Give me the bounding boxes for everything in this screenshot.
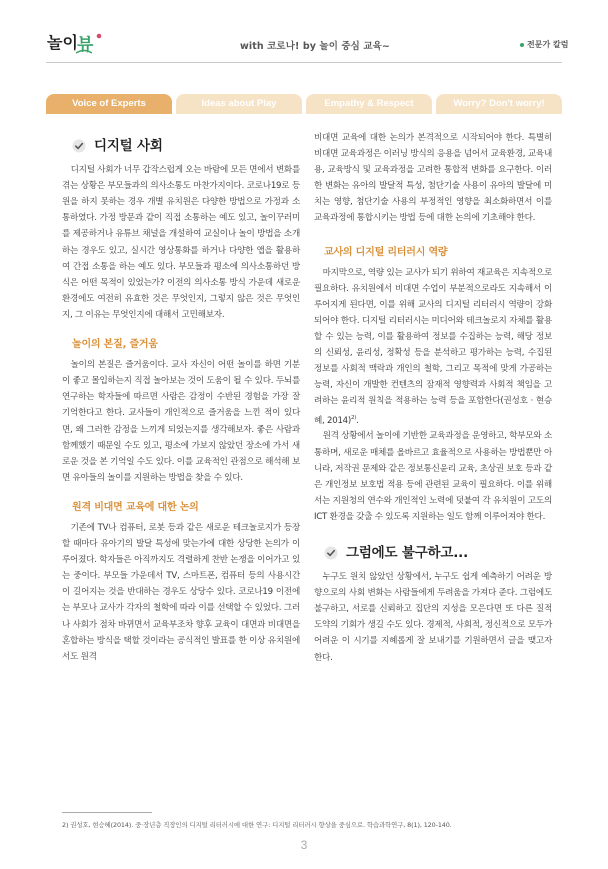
paragraph-play-essence: 놀이의 본질은 즐거움이다. 교사 자신이 어떤 놀이를 하면 기분이 좋고 몰입하는지 직접 놀아보는 것이 도움이 될 수 있다. 두뇌를 연구하는 학자들에 따르면 사람은 감정이 수반된 경험을 가장 잘 기억한다고 한다. 교사들이 개인적으로 즐거움을 느낀 적이 있다면, 왜 그러한 감정을 느끼게 되었는지를 생각해보자. 좋은 사람과 함께했기 때문일 수도 있고, 평소에 가보지 않았던 장소에 가서 새로운 것을 본 기억일 수도 있다. 이를 교육적인 관점으로 해석해 보면 유아들의 놀이를 지원하는 방법을 찾을 수 있다.	[62, 360, 300, 483]
subheading-remote-education: 원격 비대면 교육에 대한 논의	[72, 501, 199, 513]
tab-empathy-respect[interactable]: Empathy & Respect	[306, 94, 432, 114]
logo	[46, 28, 106, 58]
section-label	[520, 39, 568, 50]
subheading-play-essence: 놀이의 본질, 즐거움	[72, 339, 158, 351]
footnote-reference: 2)	[351, 414, 357, 421]
paragraph-digital-literacy-1: 마지막으로, 역량 있는 교사가 되기 위하여 재교육은 지속적으로 필요하다. 유치원에서 비대면 수업이 부분적으로라도 지속해서 이루어지게 된다면, 이를 위해 교사의 디지털 리터러시 역량이 강화되어야 한다. 디지털 리터러시는 미디어와 테크놀로지 자체를 활용할 수 있는 능력, 이를 활용하여 정보를 수집하는 능력, 해당 정보의 신뢰성, 윤리성, 정확성 등을 분석하고 평가하는 능력, 수집된 정보를 사회적 맥락과 개인의 철학, 그리고 목적에 맞게 가공하는 능력, 자신이 개발한 컨텐츠의 잠재적 영향력과 사회적 책임을 고려하는 윤리적 원칙을 적용하는 능력 등을 포함한다(권성호 · 현승혜, 2014)$^{2)}$.	[314, 267, 552, 426]
svg-text:뷰: 뷰	[77, 35, 94, 55]
heading-text: 그럼에도 불구하고...	[346, 545, 469, 562]
paragraph-conclusion: 누구도 원치 않았던 상황에서, 누구도 쉽게 예측하기 어려운 방향으로의 사회 변화는 사람들에게 두려움을 가져다 준다. 그럼에도 불구하고, 서로를 신뢰하고 집단의 지성을 모은다면 또 다른 질적 도약의 기회가 생길 수도 있다. 경제적, 사회적, 정신적으로 모두가 어려운 이 시기를 지혜롭게 잘 보내기를 기원하면서 글을 맺고자 한다.	[314, 572, 552, 663]
header-title: with 코로나! by 놀이 중심 교육~	[240, 41, 390, 52]
paragraph-text: 마지막으로, 역량 있는 교사가 되기 위하여 재교육은 지속적으로 필요하다. 유치원에서 비대면 수업이 부분적으로라도 지속해서 이루어지게 된다면, 이를 위해 교사의 디지털 리터러시 역량이 강화되어야 한다. 디지털 리터러시는 미디어와 테크놀로지 자체를 활용할 수 있는 능력, 이를 활용하여 정보를 수집하는 능력, 해당 정보의 신뢰성, 윤리성, 정확성 등을 분석하고 평가하는 능력, 수집된 정보를 사회적 맥락과 개인의 철학, 그리고 목적에 맞게 가공하는 능력, 자신이 개발한 컨텐츠의 잠재적 영향력과 사회적 책임을 고려하는 윤리적 원칙을 적용하는 능력 등을 포함한다(권성호 · 현승혜, 2014)	[314, 267, 552, 426]
check-circle-icon	[324, 546, 338, 560]
section-label-text: 전문가 칼럼	[527, 40, 569, 49]
heading-text: 디지털 사회	[94, 138, 163, 154]
heading-nevertheless	[324, 545, 552, 561]
footnote: 2) 권성호, 현승혜(2014). 중·장년층 직장인의 디지털 리터러시에 대한 연구: 디지털 리터러시 향상을 중심으로. 학습과학연구, 8(1), 120-140.	[62, 821, 452, 829]
bullet-dot-icon	[520, 43, 524, 47]
svg-text:놀이: 놀이	[47, 33, 78, 52]
category-tabs	[46, 94, 562, 114]
footnote-divider	[62, 812, 152, 813]
page-number: 3	[300, 838, 308, 852]
paragraph-digital-literacy-2: 원격 상황에서 놀이에 기반한 교육과정을 운영하고, 학부모와 소통하며, 새로운 매체를 올바르고 효율적으로 사용하는 방법뿐만 아니라, 저작권 문제와 같은 정보통신윤리 교육, 초상권 보호 등과 같은 개인정보 보호법 적용 등에 관련된 교육이 필요하다. 이를 위해서는 지원청의 연수와 개인적인 노력에 덧붙여 각 유치원이 고도의 ICT 환경을 갖출 수 있도록 지원하는 일도 함께 이루어져야 한다.	[314, 431, 552, 522]
tab-ideas-about-play[interactable]: Ideas about Play	[176, 94, 302, 114]
paragraph-intro: 디지털 사회가 너무 갑작스럽게 오는 바람에 모든 면에서 변화를 겪는 상황은 부모들과의 의사소통도 마찬가지이다. 코로나19로 등원을 하지 못하는 경우 개별 유치원은 다양한 방법으로 가정과 소통하였다. 가정 방문과 같이 직접 소통하는 예도 있고, 놀이꾸러미를 제공하거나 유튜브 채널을 개설하여 교실이나 놀이 방법을 소개하는 경우도 있고, 실시간 영상통화를 하거나 다양한 앱을 활용하여 간접 소통을 하는 예도 있다. 부모들과 평소에 의사소통하던 방식은 어떤 목적이 있었는가? 이전의 의사소통 방식 가운데 새로운 환경에도 여전히 유효한 것은 무엇인지, 그렇지 않은 것은 무엇인지, 그 이유는 무엇인지에 대해서 고민해보자.	[62, 165, 300, 320]
check-circle-icon	[72, 139, 86, 153]
header-divider	[46, 62, 562, 63]
heading-digital-society	[72, 138, 300, 154]
tab-voice-of-experts[interactable]: Voice of Experts	[46, 94, 172, 114]
right-column	[314, 130, 552, 666]
paragraph-continued: 비대면 교육에 대한 논의가 본격적으로 시작되어야 한다. 특별히 비대면 교육과정은 이러닝 방식의 응용을 넘어서 교육환경, 교육내용, 교육방식 및 교육과정을 고려한 통합적 변화를 요구한다. 이러한 변화는 유아의 발달적 특성, 첨단기술 사용이 유아의 발달에 미치는 영향, 첨단기술 사용의 부정적인 영향을 최소화하면서 이를 교육과정에 통합시키는 방법 등에 대한 논의에 기초해야 한다.	[314, 133, 552, 224]
paragraph-remote-education: 기존에 TV나 컴퓨터, 로봇 등과 같은 새로운 테크놀로지가 등장할 때마다 유아기의 발달 특성에 맞는가에 대한 상당한 논의가 이루어졌다. 학자들은 아직까지도 격렬하게 찬반 논쟁을 이어가고 있는 중이다. 부모들 가운데서 TV, 스마트폰, 컴퓨터 등의 사용시간이 길어지는 것을 반대하는 경우도 상당수 있다. 코로나19 이전에는 부모나 교사가 각자의 철학에 따라 이를 선택할 수 있었다. 그러나 사회가 점차 바뀌면서 교육부조차 향후 교육이 대면과 비대면을 혼합하는 방식을 택할 것이라는 공식적인 발표를 한 이상 유치원에서도 원격	[62, 522, 300, 662]
left-column	[62, 130, 300, 665]
tab-worry-dont-worry[interactable]: Worry? Don't worry!	[436, 94, 562, 114]
subheading-digital-literacy: 교사의 디지털 리터러시 역량	[324, 246, 448, 258]
